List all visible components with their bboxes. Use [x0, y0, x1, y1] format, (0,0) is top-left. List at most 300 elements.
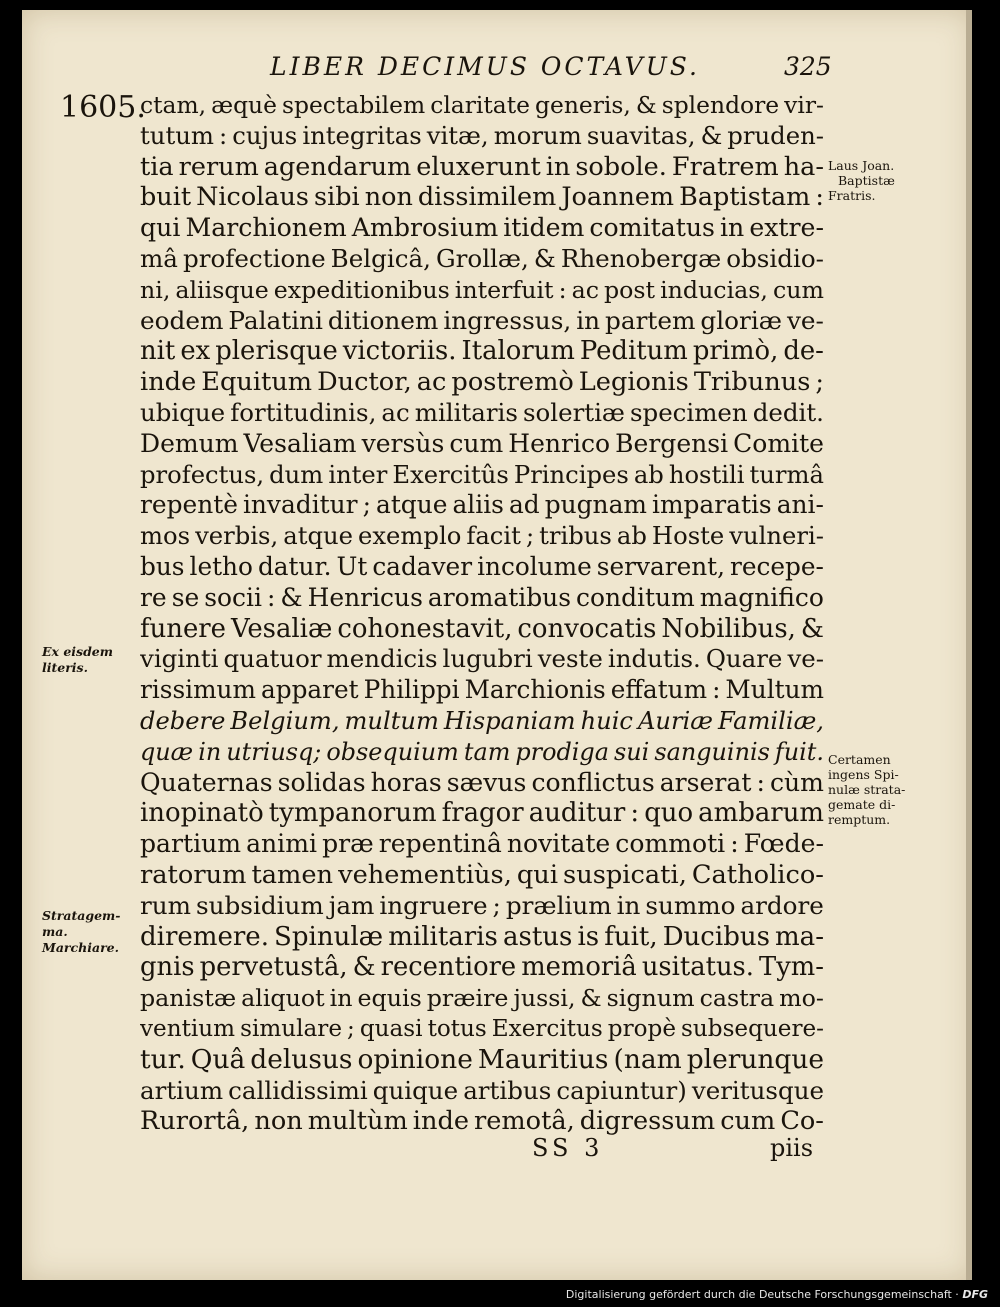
word: cum [720, 1106, 776, 1137]
word: in [576, 305, 601, 335]
word: panistæ [140, 984, 237, 1013]
word: ; [362, 490, 371, 520]
word: utriusq; [226, 737, 322, 766]
word: Catholico- [691, 859, 824, 890]
word: letho [189, 551, 253, 581]
word: buit [140, 182, 192, 213]
margin-note-line: Laus Joan. [828, 158, 895, 173]
word: horas [370, 767, 442, 797]
word: ratorum [140, 859, 247, 890]
word: Tribunus [693, 367, 811, 398]
word: inducias, [660, 275, 768, 304]
word: Quâ [190, 1044, 246, 1075]
word: de- [783, 336, 824, 367]
word: pugnam [544, 490, 647, 520]
word: & [533, 243, 556, 273]
word: suspicati, [563, 859, 687, 890]
word: dedit. [752, 397, 824, 427]
word: plerunque [686, 1044, 824, 1075]
word: equis [357, 984, 422, 1013]
word: quo [644, 798, 694, 829]
margin-note-line: Marchiare. [42, 940, 119, 955]
page-number: 325 [784, 52, 832, 81]
word: morum [493, 120, 582, 150]
word: non [364, 182, 413, 213]
word: obsidio- [726, 243, 824, 273]
word: præire [426, 984, 509, 1013]
word: recepe- [730, 551, 824, 581]
word: viginti [140, 644, 219, 674]
word: simulare [240, 1015, 343, 1042]
text-line [140, 644, 824, 675]
word: aliisque [175, 275, 269, 304]
word: : [266, 582, 276, 612]
margin-note-ex-eisdem [42, 644, 113, 676]
word: sævus [446, 767, 527, 797]
word: repentè [140, 490, 238, 520]
word: Palatini [228, 305, 323, 335]
word: arserat [659, 767, 752, 797]
word: cujus [232, 120, 298, 150]
word: callidissimi [228, 1075, 368, 1105]
word: tamen [251, 859, 334, 890]
word: cum [449, 428, 504, 458]
word: lugubri [442, 644, 533, 674]
word: repentinâ [378, 829, 502, 859]
word: Peditum [579, 336, 688, 367]
word: memoriâ [521, 952, 637, 983]
word: novitate [506, 829, 611, 859]
word: fragor [441, 798, 524, 829]
word: plerisque [215, 336, 338, 367]
word: conditum [576, 582, 695, 612]
text-line [140, 521, 824, 552]
word: digressum [579, 1106, 716, 1137]
word: ma- [775, 921, 824, 952]
word: propè [607, 1015, 677, 1042]
margin-note-line: gemate di- [828, 797, 896, 812]
text-line [140, 275, 824, 306]
word: Ducibus [662, 921, 770, 952]
word: militaris [388, 921, 498, 952]
word: animi [246, 829, 318, 859]
text-line [140, 1045, 824, 1076]
word: Grollæ, [436, 243, 529, 273]
word: is [577, 921, 600, 952]
word: rum [140, 890, 192, 920]
word: aliis [452, 490, 504, 520]
word: & [800, 613, 824, 644]
word: astus [502, 921, 573, 952]
word: se [171, 582, 200, 612]
catchword: piis [770, 1134, 814, 1162]
running-title: LIBER DECIMUS OCTAVUS. [270, 52, 700, 81]
word: ab [633, 459, 664, 489]
word: rissimum [140, 675, 256, 705]
word: vir- [784, 91, 824, 119]
word: veste [537, 644, 603, 674]
word: profectus, [140, 459, 265, 489]
word: Spinulæ [274, 921, 384, 952]
word: splendore [661, 91, 780, 119]
word: primò, [692, 336, 779, 367]
word: aliquot [241, 984, 325, 1013]
word: opinione [357, 1044, 473, 1075]
word: socii [204, 582, 262, 612]
word: ; [347, 1015, 355, 1042]
word: multùm [307, 1106, 408, 1137]
word: : [712, 675, 721, 705]
word: re [140, 582, 167, 612]
word: hostili [668, 459, 745, 489]
word: atque [376, 490, 448, 520]
word: ardore [740, 890, 824, 920]
body-text [140, 90, 824, 1137]
word: apparet [260, 675, 359, 705]
word: castra [699, 984, 775, 1013]
word: Vesaliæ [231, 613, 333, 644]
word: inopinatò [140, 798, 264, 829]
text-line [140, 152, 824, 183]
word: tur. [140, 1044, 186, 1075]
digitization-footer [566, 1288, 988, 1301]
word: ani- [776, 490, 824, 520]
word: Fœde- [743, 829, 824, 859]
margin-note-line: Ex eisdem [42, 644, 113, 659]
margin-note-line: ingens Spi- [828, 767, 899, 782]
word: Rurortâ, [140, 1106, 250, 1137]
word: convocatis [517, 613, 657, 644]
word: præ [322, 829, 374, 859]
word: Joannem [561, 182, 675, 213]
word: ab [616, 521, 647, 551]
word: gloriæ [700, 305, 782, 335]
word: obsequium [326, 737, 459, 766]
word: commoti [615, 829, 726, 859]
text-line [140, 460, 824, 491]
word: ha- [783, 151, 824, 182]
margin-note-line: nulæ strata- [828, 782, 906, 797]
word: jussi, [513, 984, 576, 1013]
text-line [140, 213, 824, 244]
word: : [815, 182, 824, 213]
margin-note-certamen [828, 752, 905, 827]
word: ventium [140, 1015, 236, 1042]
word: ditionem [327, 305, 439, 335]
word: summo [645, 890, 736, 920]
word: quasi [359, 1015, 423, 1042]
word: mâ [140, 243, 178, 273]
text-line [140, 768, 824, 799]
word: Vesaliam [243, 428, 357, 458]
text-line [140, 706, 824, 737]
word: multum [344, 706, 439, 735]
word: prodiga [515, 737, 609, 766]
margin-note-line: remptum. [828, 812, 891, 827]
word: in [198, 737, 222, 766]
word: & [280, 582, 303, 612]
margin-note-line: Certamen [828, 752, 891, 767]
margin-note-line: ma. [42, 924, 68, 939]
word: ac [381, 397, 410, 427]
word: diremere. [140, 921, 269, 952]
word: cum [772, 275, 824, 304]
word: ex [180, 336, 211, 367]
word: Marchionem [185, 213, 347, 243]
word: sui [614, 737, 650, 766]
word: delusus [250, 1044, 353, 1075]
word: in [616, 890, 641, 920]
word: Demum [140, 428, 239, 458]
word: ; [815, 367, 824, 398]
text-line [140, 952, 824, 983]
text-line [140, 983, 824, 1014]
word: vehementiùs, [338, 859, 512, 890]
word: Nicolaus [196, 182, 309, 213]
word: post [603, 275, 656, 304]
word: Bergensi [615, 428, 729, 458]
word: nit [140, 336, 176, 367]
word: ve- [786, 305, 824, 335]
word: invaditur [242, 490, 358, 520]
word: tutum [140, 120, 214, 150]
word: cohonestavit, [337, 613, 513, 644]
word: : [756, 767, 765, 797]
word: solidas [277, 767, 366, 797]
word: usitatus. [641, 952, 754, 983]
word: recentiore [380, 952, 517, 983]
word: fuit. [774, 737, 824, 766]
word: tam [463, 737, 511, 766]
word: extre- [749, 213, 824, 243]
word: solertiæ [522, 397, 625, 427]
word: generis, [535, 91, 631, 119]
word: Mauritius [477, 1044, 609, 1075]
margin-note-line: Fratris. [828, 188, 876, 203]
word: Ductor, [317, 367, 412, 398]
word: verbis, [195, 521, 279, 551]
dfg-logo: DFG [962, 1288, 988, 1301]
text-line [140, 798, 824, 829]
word: inter [328, 459, 388, 489]
word: ubique [140, 397, 226, 427]
word: fortitudinis, [230, 397, 377, 427]
word: partem [605, 305, 696, 335]
word: exemplo [358, 521, 462, 551]
word: huic [580, 706, 633, 735]
text-line [140, 552, 824, 583]
word: mos [140, 521, 191, 551]
word: claritate [430, 91, 530, 119]
word: Equitum [201, 367, 313, 398]
text-line [140, 367, 824, 398]
word: inde [140, 367, 197, 398]
margin-note-line: Stratagem- [42, 908, 121, 923]
word: auditur [528, 798, 626, 829]
word: cadaver [372, 551, 473, 581]
word: quique [372, 1075, 459, 1105]
text-line [140, 922, 824, 953]
word: : [219, 120, 228, 150]
word: specimen [629, 397, 748, 427]
word: æquè [211, 91, 277, 119]
word: prælium [505, 890, 612, 920]
word: in [720, 213, 745, 243]
word: Co- [780, 1106, 824, 1137]
word: Auriæ [637, 706, 713, 735]
word: sanguinis [654, 737, 770, 766]
word: incolume [477, 551, 592, 581]
text-line [140, 891, 824, 922]
word: victoriis. [342, 336, 457, 367]
word: Nobilibus, [661, 613, 796, 644]
margin-note-laus [828, 158, 895, 203]
word: versùs [361, 428, 445, 458]
word: tia [140, 151, 174, 182]
text-line [140, 1076, 824, 1107]
word: artium [140, 1075, 224, 1105]
word: postremò [451, 367, 574, 398]
word: spectabilem [281, 91, 426, 119]
word: Fratrem [671, 151, 779, 182]
word: magnifico [699, 582, 824, 612]
word: Hoste [651, 521, 725, 551]
word: sobole. [575, 151, 667, 182]
word: & [635, 91, 657, 119]
word: funere [140, 613, 227, 644]
word: subsequere- [681, 1015, 824, 1042]
text-line [140, 675, 824, 706]
word: tribus [539, 521, 612, 551]
word: imparatis [652, 490, 772, 520]
signature-mark: SS 3 [532, 1134, 604, 1162]
word: quæ [140, 737, 194, 766]
word: Italorum [461, 336, 575, 367]
word: Quare [705, 644, 783, 674]
word: inde [412, 1106, 469, 1137]
word: totus [427, 1015, 487, 1042]
word: Henrico [508, 428, 611, 458]
word: : [558, 275, 567, 304]
word: interfuit [454, 275, 554, 304]
footer-text: Digitalisierung gefördert durch die Deutsche Forschungsgemeinschaft · [565, 1288, 963, 1301]
word: debere [140, 706, 226, 735]
text-line [140, 336, 824, 367]
word: atque [283, 521, 353, 551]
word: conflictus [531, 767, 655, 797]
word: Belgicâ, [330, 243, 431, 273]
word: jam [328, 890, 375, 920]
word: agendarum [263, 151, 412, 182]
word: cùm [769, 767, 824, 797]
text-line [140, 829, 824, 860]
word: & [700, 120, 723, 150]
word: indutis. [607, 644, 701, 674]
word: Marchionis [464, 675, 606, 705]
word: pervetustâ, [199, 952, 348, 983]
word: ctam, [140, 91, 207, 119]
word: ve- [787, 644, 824, 674]
word: signum [606, 984, 695, 1013]
word: ambarum [698, 798, 824, 829]
word: non [254, 1106, 303, 1137]
word: datur. [257, 551, 332, 581]
word: eodem [140, 305, 224, 335]
word: gnis [140, 952, 195, 983]
word: facit [466, 521, 521, 551]
word: Exercitus [491, 1015, 603, 1042]
word: suavitas, [586, 120, 696, 150]
word: capiuntur) [556, 1075, 687, 1105]
book-page [22, 10, 972, 1280]
word: artibus [463, 1075, 552, 1105]
text-line [140, 398, 824, 429]
text-line [140, 737, 824, 768]
word: servarent, [596, 551, 725, 581]
word: Tym- [759, 952, 824, 983]
word: eluxerunt [416, 151, 541, 182]
text-line [140, 121, 824, 152]
word: fuit, [604, 921, 658, 952]
word: quatuor [223, 644, 322, 674]
word: dissimilem [417, 182, 557, 213]
word: Belgium, [230, 706, 340, 735]
word: Legionis [578, 367, 689, 398]
word: & [580, 984, 602, 1013]
text-line [140, 490, 824, 521]
text-line [140, 1106, 824, 1137]
word: : [730, 829, 739, 859]
text-line [140, 182, 824, 213]
margin-note-line: literis. [42, 660, 88, 675]
word: & [352, 952, 376, 983]
text-line [140, 429, 824, 460]
word: in [329, 984, 353, 1013]
word: ingressus, [443, 305, 572, 335]
margin-note-line: Baptistæ [838, 173, 895, 188]
word: ingruere [379, 890, 488, 920]
word: (nam [613, 1044, 682, 1075]
word: subsidium [196, 890, 324, 920]
text-line [140, 306, 824, 337]
word: ; [525, 521, 535, 551]
word: vitæ, [426, 120, 489, 150]
word: Ut [336, 551, 368, 581]
word: Baptistam [679, 182, 811, 213]
word: Exercitûs [392, 459, 509, 489]
word: ; [492, 890, 501, 920]
text-line [140, 860, 824, 891]
word: Hispaniam [443, 706, 576, 735]
word: expeditionibus [273, 275, 450, 304]
text-line [140, 90, 824, 121]
word: ni, [140, 275, 171, 304]
word: profectione [183, 243, 326, 273]
word: Philippi [363, 675, 460, 705]
word: Quaternas [140, 767, 273, 797]
word: dum [269, 459, 324, 489]
word: partium [140, 829, 242, 859]
word: tympanorum [268, 798, 437, 829]
word: mendicis [326, 644, 438, 674]
word: Henricus [307, 582, 423, 612]
margin-note-stratagemma [42, 908, 120, 956]
text-line [140, 614, 824, 645]
word: mo- [779, 984, 824, 1013]
word: Multum [725, 675, 824, 705]
margin-year: 1605. [60, 90, 146, 125]
word: veritusque [691, 1075, 824, 1105]
